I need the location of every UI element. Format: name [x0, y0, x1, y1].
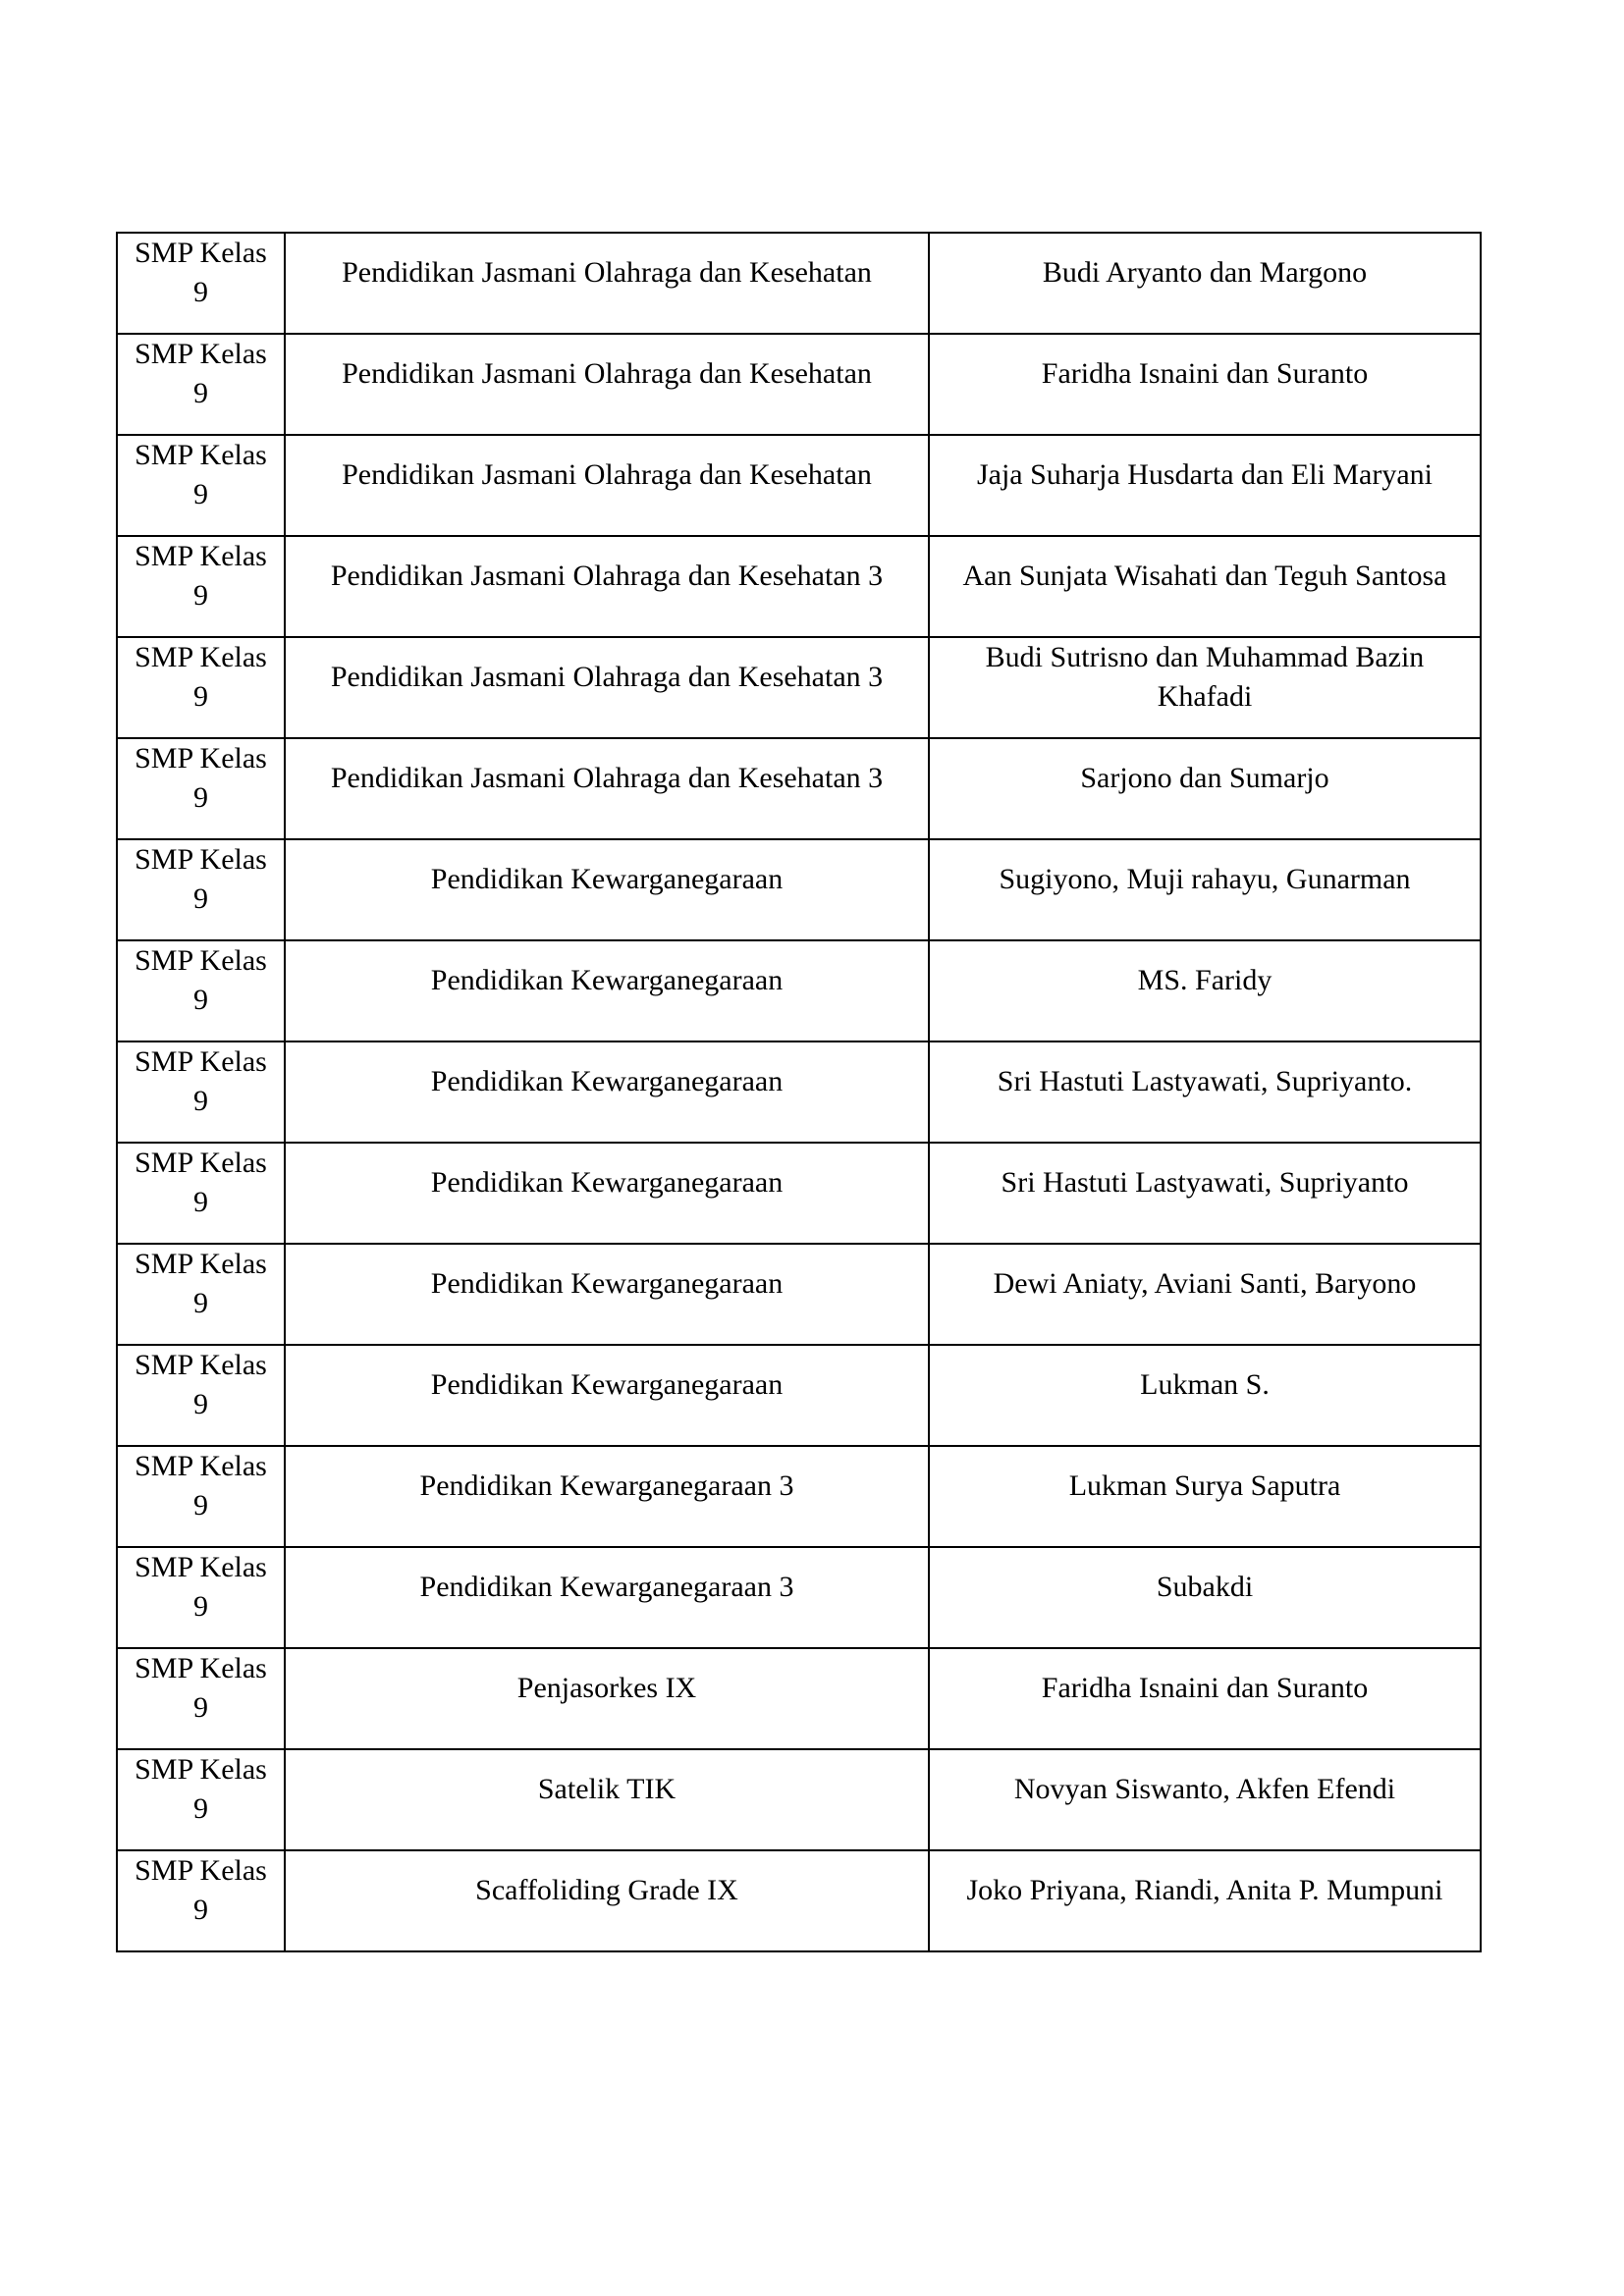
author-text: MS. Faridy — [1137, 964, 1272, 996]
book-title-cell — [285, 839, 929, 940]
table-row — [117, 1749, 1481, 1850]
grade-level-cell — [117, 334, 285, 435]
author-cell — [929, 1547, 1481, 1648]
book-title-text: Pendidikan Kewarganegaraan — [430, 964, 784, 996]
grade-level-text: SMP Kelas 9 — [135, 1652, 267, 1724]
author-cell — [929, 1345, 1481, 1446]
author-text: Sarjono dan Sumarjo — [1080, 762, 1329, 794]
book-title-cell — [285, 940, 929, 1041]
book-title-text: Pendidikan Jasmani Olahraga dan Kesehatan — [342, 256, 872, 289]
table-row — [117, 435, 1481, 536]
book-title-text: Pendidikan Kewarganegaraan — [430, 1368, 784, 1401]
table-row — [117, 233, 1481, 334]
grade-level-text: SMP Kelas 9 — [135, 1854, 267, 1926]
author-text: Sri Hastuti Lastyawati, Supriyanto — [1001, 1166, 1409, 1199]
grade-level-text: SMP Kelas 9 — [135, 1753, 267, 1825]
book-title-text: Pendidikan Jasmani Olahraga dan Kesehatan — [342, 458, 872, 491]
table-row — [117, 637, 1481, 738]
grade-level-text: SMP Kelas 9 — [135, 1045, 267, 1117]
author-cell — [929, 1143, 1481, 1244]
table-row — [117, 738, 1481, 839]
author-cell — [929, 738, 1481, 839]
author-text: Subakdi — [1156, 1571, 1254, 1603]
book-title-cell — [285, 536, 929, 637]
grade-level-cell — [117, 1648, 285, 1749]
author-cell — [929, 1648, 1481, 1749]
grade-level-cell — [117, 233, 285, 334]
grade-level-cell — [117, 738, 285, 839]
grade-level-cell — [117, 1244, 285, 1345]
grade-level-cell — [117, 839, 285, 940]
book-title-text: Pendidikan Kewarganegaraan — [430, 1065, 784, 1097]
grade-level-cell — [117, 1143, 285, 1244]
grade-level-text: SMP Kelas 9 — [135, 641, 267, 713]
grade-level-text: SMP Kelas 9 — [135, 237, 267, 308]
book-title-cell — [285, 637, 929, 738]
author-cell — [929, 637, 1481, 738]
table-row — [117, 839, 1481, 940]
book-title-cell — [285, 435, 929, 536]
book-title-text: Pendidikan Jasmani Olahraga dan Kesehatan 3 — [330, 661, 884, 693]
book-title-cell — [285, 233, 929, 334]
author-text: Dewi Aniaty, Aviani Santi, Baryono — [993, 1267, 1417, 1300]
grade-level-cell — [117, 1345, 285, 1446]
book-title-cell — [285, 1749, 929, 1850]
author-text: Jaja Suharja Husdarta dan Eli Maryani — [976, 458, 1434, 491]
author-text: Lukman S. — [1140, 1368, 1270, 1401]
book-title-cell — [285, 1648, 929, 1749]
book-title-cell — [285, 1850, 929, 1951]
author-cell — [929, 1749, 1481, 1850]
table-row — [117, 1547, 1481, 1648]
grade-level-text: SMP Kelas 9 — [135, 540, 267, 612]
book-title-text: Satelik TIK — [537, 1773, 677, 1805]
grade-level-cell — [117, 536, 285, 637]
author-text: Faridha Isnaini dan Suranto — [1041, 357, 1369, 390]
grade-level-cell — [117, 1446, 285, 1547]
book-title-cell — [285, 334, 929, 435]
grade-level-text: SMP Kelas 9 — [135, 1147, 267, 1218]
book-title-cell — [285, 1345, 929, 1446]
author-cell — [929, 334, 1481, 435]
table-row — [117, 1648, 1481, 1749]
table-body — [117, 233, 1481, 1951]
table-row — [117, 1244, 1481, 1345]
author-text: Sugiyono, Muji rahayu, Gunarman — [999, 863, 1411, 895]
book-title-cell — [285, 1547, 929, 1648]
author-text: Budi Sutrisno dan Muhammad Bazin Khafadi — [985, 641, 1425, 713]
grade-level-cell — [117, 1547, 285, 1648]
author-text: Budi Aryanto dan Margono — [1042, 256, 1368, 289]
author-text: Aan Sunjata Wisahati dan Teguh Santosa — [962, 560, 1447, 592]
author-cell — [929, 940, 1481, 1041]
book-title-cell — [285, 1244, 929, 1345]
grade-level-text: SMP Kelas 9 — [135, 944, 267, 1016]
grade-level-cell — [117, 940, 285, 1041]
table-row — [117, 1446, 1481, 1547]
grade-level-cell — [117, 435, 285, 536]
author-cell — [929, 1850, 1481, 1951]
book-title-text: Pendidikan Kewarganegaraan 3 — [419, 1571, 794, 1603]
grade-level-text: SMP Kelas 9 — [135, 742, 267, 814]
table-row — [117, 1041, 1481, 1143]
book-title-text: Scaffoliding Grade IX — [475, 1874, 738, 1906]
author-cell — [929, 233, 1481, 334]
grade-level-text: SMP Kelas 9 — [135, 439, 267, 510]
author-text: Lukman Surya Saputra — [1068, 1469, 1341, 1502]
book-title-text: Pendidikan Jasmani Olahraga dan Kesehatan 3 — [330, 560, 884, 592]
book-title-cell — [285, 738, 929, 839]
grade-level-text: SMP Kelas 9 — [135, 338, 267, 409]
author-text: Sri Hastuti Lastyawati, Supriyanto. — [997, 1065, 1413, 1097]
book-title-text: Pendidikan Kewarganegaraan — [430, 863, 784, 895]
grade-level-cell — [117, 1749, 285, 1850]
book-title-cell — [285, 1446, 929, 1547]
author-cell — [929, 839, 1481, 940]
book-title-text: Pendidikan Jasmani Olahraga dan Kesehatan 3 — [330, 762, 884, 794]
author-cell — [929, 1041, 1481, 1143]
book-title-text: Pendidikan Jasmani Olahraga dan Kesehatan — [342, 357, 872, 390]
grade-level-text: SMP Kelas 9 — [135, 1450, 267, 1522]
author-text: Novyan Siswanto, Akfen Efendi — [1013, 1773, 1396, 1805]
book-title-text: Pendidikan Kewarganegaraan — [430, 1267, 784, 1300]
grade-level-text: SMP Kelas 9 — [135, 1248, 267, 1319]
grade-level-text: SMP Kelas 9 — [135, 843, 267, 915]
table-row — [117, 1345, 1481, 1446]
author-cell — [929, 1244, 1481, 1345]
table-row — [117, 1850, 1481, 1951]
table-row — [117, 334, 1481, 435]
table-row — [117, 536, 1481, 637]
table-row — [117, 1143, 1481, 1244]
grade-level-cell — [117, 637, 285, 738]
author-text: Joko Priyana, Riandi, Anita P. Mumpuni — [966, 1874, 1443, 1906]
author-cell — [929, 536, 1481, 637]
table-row — [117, 940, 1481, 1041]
book-list-table — [116, 232, 1482, 1952]
author-text: Faridha Isnaini dan Suranto — [1041, 1672, 1369, 1704]
grade-level-text: SMP Kelas 9 — [135, 1551, 267, 1623]
author-cell — [929, 435, 1481, 536]
author-cell — [929, 1446, 1481, 1547]
book-title-text: Pendidikan Kewarganegaraan 3 — [419, 1469, 794, 1502]
grade-level-text: SMP Kelas 9 — [135, 1349, 267, 1420]
book-title-cell — [285, 1041, 929, 1143]
book-title-text: Penjasorkes IX — [516, 1672, 697, 1704]
book-title-cell — [285, 1143, 929, 1244]
grade-level-cell — [117, 1850, 285, 1951]
book-title-text: Pendidikan Kewarganegaraan — [430, 1166, 784, 1199]
grade-level-cell — [117, 1041, 285, 1143]
